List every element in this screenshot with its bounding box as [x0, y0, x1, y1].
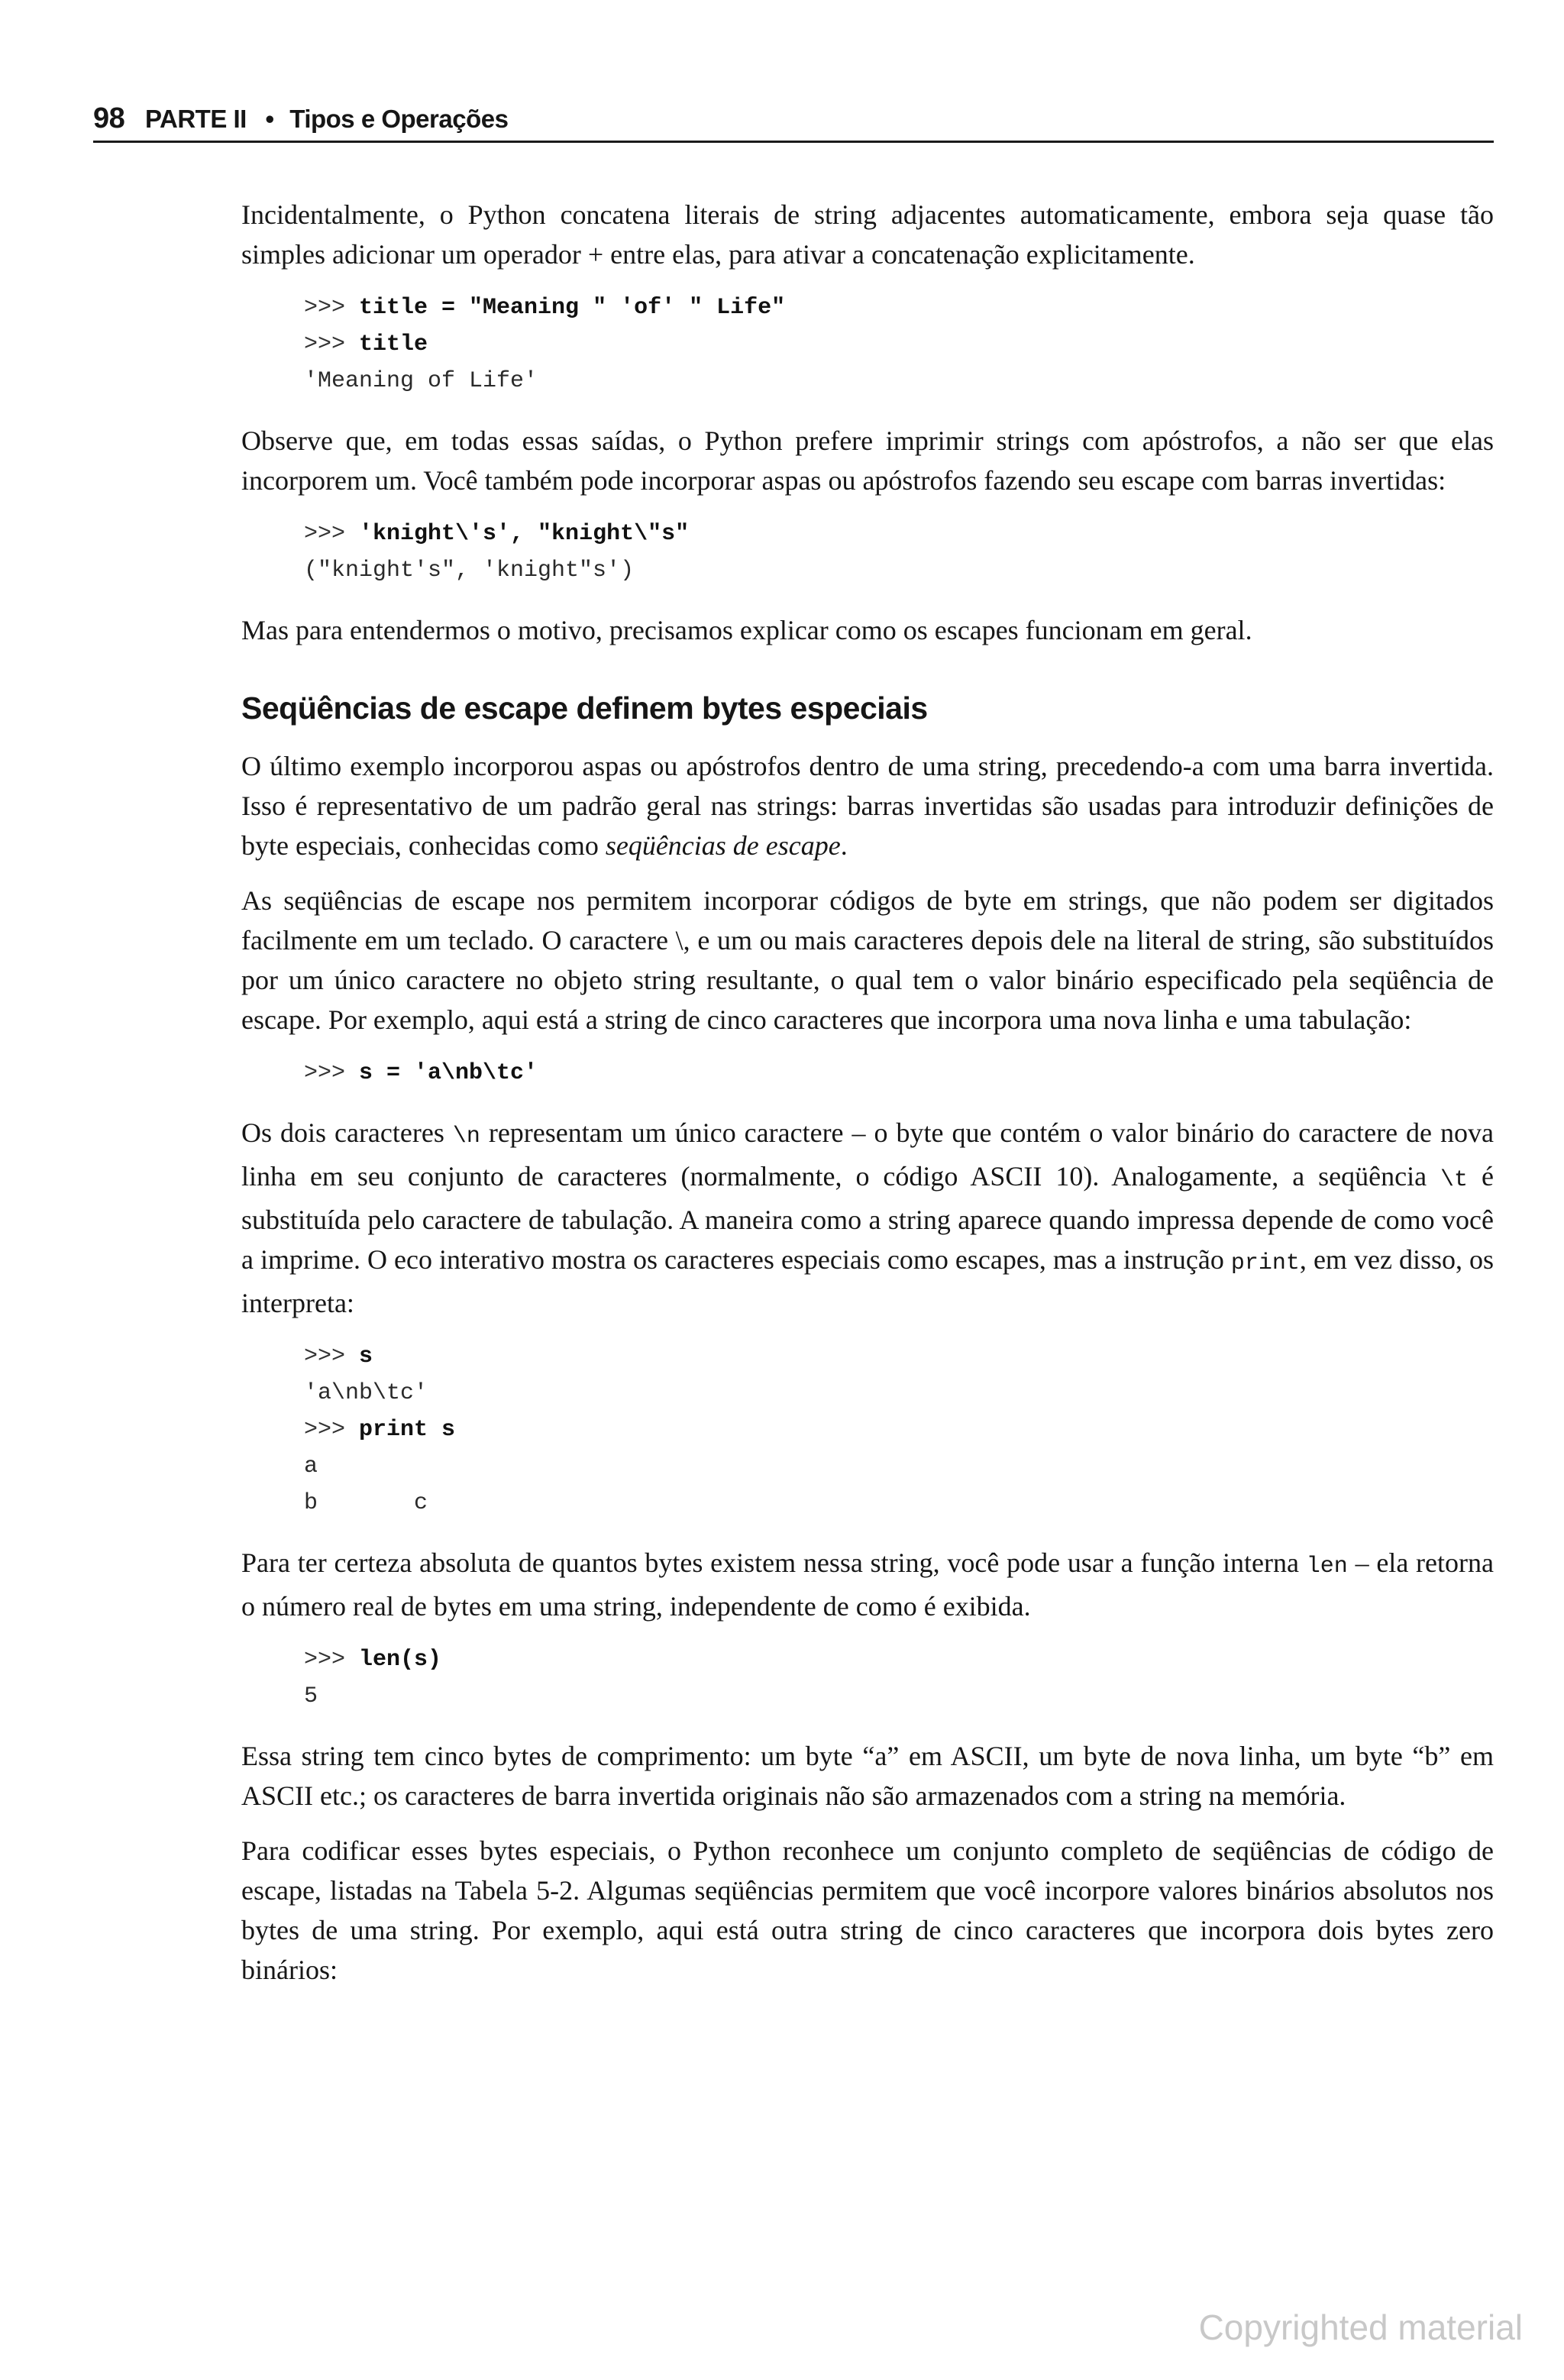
- part-label: PARTE II: [144, 105, 247, 133]
- code-prompt: >>>: [304, 1344, 360, 1369]
- emphasis-term: seqüências de escape: [605, 830, 841, 861]
- code-block-escape-quotes: [304, 516, 1494, 589]
- text-run: é substituída pelo caractere de tabulação. A maneira como a string aparece quando impressa depende de como você a imprime. O eco interativo mostra os caracteres especiais como escapes, mas a instrução: [241, 1161, 1494, 1275]
- code-prompt: >>>: [304, 331, 360, 357]
- paragraph-two-chars: [241, 1113, 1494, 1323]
- inline-code: \n: [452, 1124, 480, 1150]
- page-body: [241, 195, 1494, 2005]
- code-input: len(s): [359, 1647, 442, 1673]
- code-block-newline-tab: [304, 1055, 1494, 1091]
- running-header: [93, 96, 1494, 143]
- header-bullet: •: [265, 105, 274, 133]
- code-output: 5: [304, 1683, 318, 1709]
- code-prompt: >>>: [304, 1417, 360, 1443]
- text-run: – ela retorna o número real de bytes em uma string, independente de como é exibida.: [241, 1547, 1494, 1622]
- code-prompt: >>>: [304, 295, 360, 321]
- text-run: representam um único caractere – o byte que contém o valor binário do caractere de nova linha em seu conjunto de caracteres (normalmente, o código ASCII 10). Analogamente, a seqüência: [241, 1117, 1494, 1192]
- code-output: b c: [304, 1490, 428, 1516]
- code-prompt: >>>: [304, 521, 360, 547]
- paragraph-len: [241, 1543, 1494, 1626]
- inline-code: len: [1306, 1554, 1348, 1580]
- section-heading: Seqüências de escape definem bytes especiais: [241, 690, 928, 726]
- text-run: Para ter certeza absoluta de quantos bytes existem nessa string, você pode usar a função interna: [241, 1547, 1307, 1578]
- code-prompt: >>>: [304, 1647, 360, 1673]
- paragraph-apostrophes: Observe que, em todas essas saídas, o Python prefere imprimir strings com apóstrofos, a não ser que elas incorporem um. Você também pode incorporar aspas ou apóstrofos fazendo seu escape com barras invertidas:: [241, 425, 1494, 496]
- code-input: s = 'a\nb\tc': [359, 1060, 538, 1086]
- paragraph-concatenation: Incidentalmente, o Python concatena literais de string adjacentes automaticamente, embora seja quase tão simples adicionar um operador + entre elas, para ativar a concatenação explicitamente.: [241, 199, 1494, 270]
- code-block-print: [304, 1338, 1494, 1521]
- code-prompt: >>>: [304, 1060, 360, 1086]
- code-output: 'a\nb\tc': [304, 1380, 428, 1406]
- paragraph-motive: Mas para entendermos o motivo, precisamos explicar como os escapes funcionam em geral.: [241, 615, 1252, 645]
- paragraph-five-bytes: Essa string tem cinco bytes de comprimento: um byte “a” em ASCII, um byte de nova linha, um byte “b” em ASCII etc.; os caracteres de barra invertida originais não são armazenados com a string na memória.: [241, 1741, 1494, 1811]
- code-input: title: [359, 331, 428, 357]
- text-run: , em vez disso, os interpreta:: [241, 1244, 1495, 1318]
- inline-code: print: [1230, 1250, 1300, 1276]
- text-run: .: [840, 830, 848, 861]
- paragraph-escape-explanation: As seqüências de escape nos permitem incorporar códigos de byte em strings, que não podem ser digitados facilmente em um teclado. O caractere \, e um ou mais caracteres depois dele na literal de string, são substituídos por um único caractere no objeto string resultante, o qual tem o valor binário especificado pela seqüência de escape. Por exemplo, aqui está a string de cinco caracteres que incorpora uma nova linha e uma tabulação:: [241, 885, 1494, 1035]
- code-output: 'Meaning of Life': [304, 368, 538, 394]
- code-input: title = "Meaning " 'of' " Life": [359, 295, 786, 321]
- code-input: s: [359, 1344, 373, 1369]
- paragraph-escape-intro: [241, 746, 1494, 865]
- code-input: 'knight\'s', "knight\"s": [359, 521, 690, 547]
- code-output: ("knight's", 'knight"s'): [304, 558, 635, 584]
- copyright-watermark: Copyrighted material: [1198, 2307, 1523, 2347]
- text-run: Os dois caracteres: [241, 1117, 453, 1148]
- code-block-len: [304, 1641, 1494, 1715]
- code-output: a: [304, 1454, 318, 1479]
- paragraph-escape-table: Para codificar esses bytes especiais, o Python reconhece um conjunto completo de seqüências de código de escape, listadas na Tabela 5-2. Algumas seqüências permitem que você incorpore valores binários absolutos nos bytes de uma string. Por exemplo, aqui está outra string de cinco caracteres que incorpora dois bytes zero binários:: [241, 1835, 1494, 1985]
- chapter-title: Tipos e Operações: [289, 105, 509, 133]
- code-block-concatenation: [304, 289, 1494, 399]
- page-number: 98: [93, 102, 125, 134]
- code-input: print s: [359, 1417, 456, 1443]
- text-run: O último exemplo incorporou aspas ou apóstrofos dentro de uma string, precedendo-a com uma barra invertida. Isso é representativo de um padrão geral nas strings: barras invertidas são usadas para introduzir definições de byte especiais, conhecidas como: [241, 751, 1494, 861]
- inline-code: \t: [1440, 1167, 1469, 1193]
